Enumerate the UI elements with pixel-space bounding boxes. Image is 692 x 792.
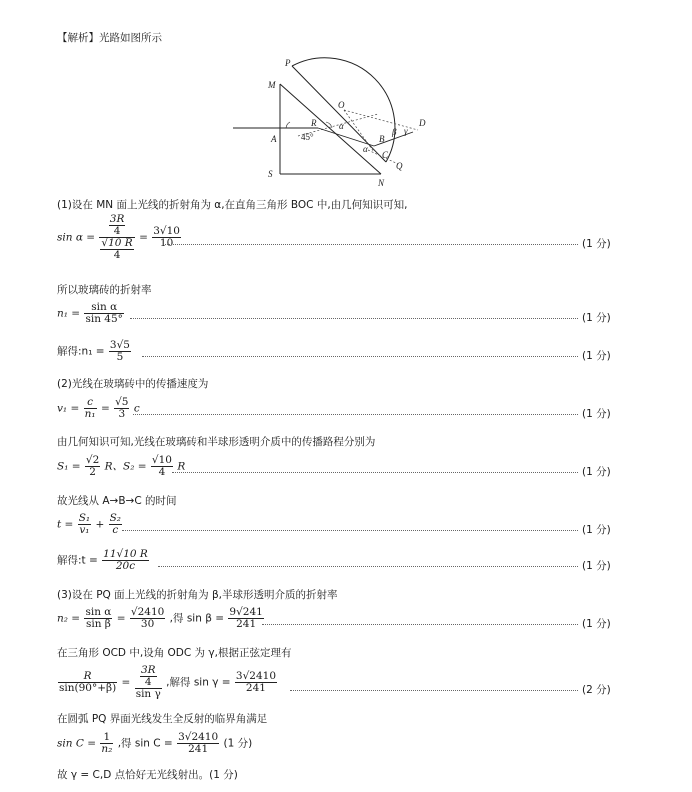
label-m: M	[268, 80, 276, 90]
line-4: (2)光线在玻璃砖中的传播速度为	[57, 378, 209, 390]
label-o: O	[338, 100, 345, 110]
label-alpha-2: α	[363, 144, 368, 154]
label-45: 45°	[301, 132, 314, 142]
label-s: S	[268, 169, 273, 179]
points-8: (1 分)	[582, 618, 611, 630]
line-1: (1)设在 MN 面上光线的折射角为 α,在直角三角形 BOC 中,由几何知识可知,	[57, 199, 408, 211]
eq-n1: n₁ = $\frac{\text{sin α}}{\sin 45^\circ}$	[57, 301, 123, 325]
points-9: (2 分)	[582, 684, 611, 696]
eq-critical: sin C = $\frac{1}{\text{n₂}}$ ,得 sin C = $\frac{3√2410}{241}$ (1 分)	[57, 731, 253, 755]
label-b: B	[379, 134, 385, 144]
points-4: (1 分)	[582, 408, 611, 420]
label-n: N	[378, 178, 385, 188]
label-beta: β	[392, 127, 397, 137]
line-11: 故 γ = C,D 点恰好无光线射出。(1 分)	[57, 769, 238, 781]
label-r: R	[311, 118, 317, 128]
points-1: (1 分)	[582, 238, 611, 250]
eq-sin-alpha: sin α = $\frac{\frac{3R}{4}}{\frac{√10 R}{4}}$ = $\frac{3√10}{10}$	[57, 213, 180, 261]
points-6: (1 分)	[582, 524, 611, 536]
points-5: (1 分)	[582, 466, 611, 478]
line-10: 在圆弧 PQ 界面光线发生全反射的临界角满足	[57, 713, 268, 725]
eq-s1-s2: S₁ = $\frac{√2}{2}$ R、S₂ = $\frac{√10}{4}$ R	[57, 454, 186, 478]
line-2: 所以玻璃砖的折射率	[57, 284, 152, 296]
optics-diagram	[228, 52, 448, 190]
label-gamma: γ	[404, 126, 408, 136]
line-8: (3)设在 PQ 面上光线的折射角为 β,半球形透明介质的折射率	[57, 589, 338, 601]
line-9: 在三角形 OCD 中,设角 ODC 为 γ,根据正弦定理有	[57, 647, 292, 659]
label-alpha-1: α	[339, 121, 344, 131]
label-p: P	[285, 58, 291, 68]
label-c: C	[382, 150, 389, 160]
points-3: (1 分)	[582, 350, 611, 362]
line-6: 故光线从 A→B→C 的时间	[57, 495, 177, 507]
eq-time-result: 解得:t = $\frac{11√10 R}{20c}$	[57, 548, 148, 572]
eq-n2: n₂ = $\frac{\text{sin α}}{\text{sin β}}$ = $\frac{√2410}{30}$ ,得 sin β = $\frac{9√241}{241}$	[57, 606, 263, 630]
label-a: A	[271, 134, 277, 144]
label-q: Q	[396, 161, 403, 171]
points-7: (1 分)	[582, 560, 611, 572]
eq-n1-result: 解得:n₁ = $\frac{3√5}{5}$	[57, 339, 130, 363]
line-5: 由几何知识可知,光线在玻璃砖和半球形透明介质中的传播路程分别为	[57, 436, 376, 448]
points-2: (1 分)	[582, 312, 611, 324]
hypotenuse	[280, 84, 381, 174]
answer-title: 【解析】光路如图所示	[57, 32, 162, 44]
eq-v1: v₁ = $\frac{c}{\text{n₁}}$ = $\frac{√5}{3}$ c	[57, 396, 140, 420]
label-d: D	[419, 118, 426, 128]
diameter-pq	[292, 66, 386, 162]
eq-time: t = $\frac{\text{S₁}}{\text{v₁}}$ + $\frac{\text{S₂}}{c}$	[57, 512, 122, 536]
eq-sine-law: $\frac{R}{\sin(90^\circ+\beta)}$ = $\frac{\frac{3R}{4}}{\text{sin γ}}$ ,解得 sin γ = $\frac{3√2410}{241}$	[59, 664, 276, 700]
